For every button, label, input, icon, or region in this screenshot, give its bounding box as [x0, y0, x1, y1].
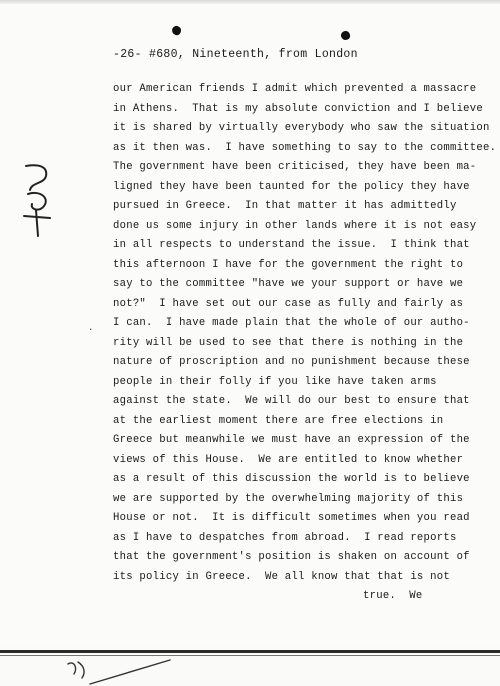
text-line: not?" I have set out our case as fully and fairly as — [113, 297, 464, 310]
text-line: nature of proscription and no punishment because these — [113, 356, 470, 368]
text-line: in Athens. That is my absolute conviction and I believe — [113, 102, 484, 115]
footer-handwritten-mark — [60, 654, 180, 686]
text-line: in all respects to understand the issue. I think that — [113, 239, 470, 251]
text-line: people in their folly if you like have taken arms — [113, 375, 437, 388]
text-line: pursued in Greece. In that matter it has admittedly — [113, 200, 457, 212]
margin-dot: · — [88, 325, 94, 335]
text-line: it is shared by virtually everybody who saw the situation — [113, 122, 490, 134]
document-header: -26- #680, Nineteenth, from London — [113, 48, 358, 61]
document-body — [113, 80, 497, 607]
page-top-edge — [0, 0, 500, 4]
punch-hole-right — [340, 30, 351, 41]
text-line: that the government's position is shaken on account of — [113, 551, 470, 563]
handwritten-margin-note — [18, 160, 58, 240]
text-line: rity will be used to see that there is nothing in the — [113, 336, 464, 349]
punch-hole-left — [171, 25, 183, 37]
text-line: its policy in Greece. We all know that that is not — [113, 570, 450, 583]
text-line: as a result of this discussion the world is to believe — [113, 473, 470, 485]
text-line: say to the committee "have we your support or have we — [113, 278, 464, 290]
text-line: views of this House. We are entitled to know whether — [113, 453, 464, 466]
text-line: I can. I have made plain that the whole of our autho- — [113, 317, 470, 329]
text-line: as it then was. I have something to say to the committee. — [113, 141, 497, 154]
text-line: against the state. We will do our best to ensure that — [113, 395, 470, 407]
text-line: ligned they have been taunted for the policy they have — [113, 180, 470, 193]
text-line: House or not. It is difficult sometimes when you read — [113, 512, 470, 524]
text-line: at the earliest moment there are free elections in — [113, 414, 444, 427]
continuation-line: true. We — [363, 590, 423, 602]
text-line: Greece but meanwhile we must have an expression of the — [113, 434, 470, 446]
text-line: The government have been criticised, they have been ma- — [113, 161, 477, 173]
text-line: our American friends I admit which prevented a massacre — [113, 83, 477, 95]
text-line: as I have to despatches from abroad. I read reports — [113, 531, 457, 544]
text-line: done us some injury in other lands where it is not easy — [113, 219, 477, 232]
text-line: this afternoon I have for the government the right to — [113, 258, 464, 271]
text-line: we are supported by the overwhelming majority of this — [113, 492, 464, 505]
footer-rule-heavy — [0, 650, 500, 653]
